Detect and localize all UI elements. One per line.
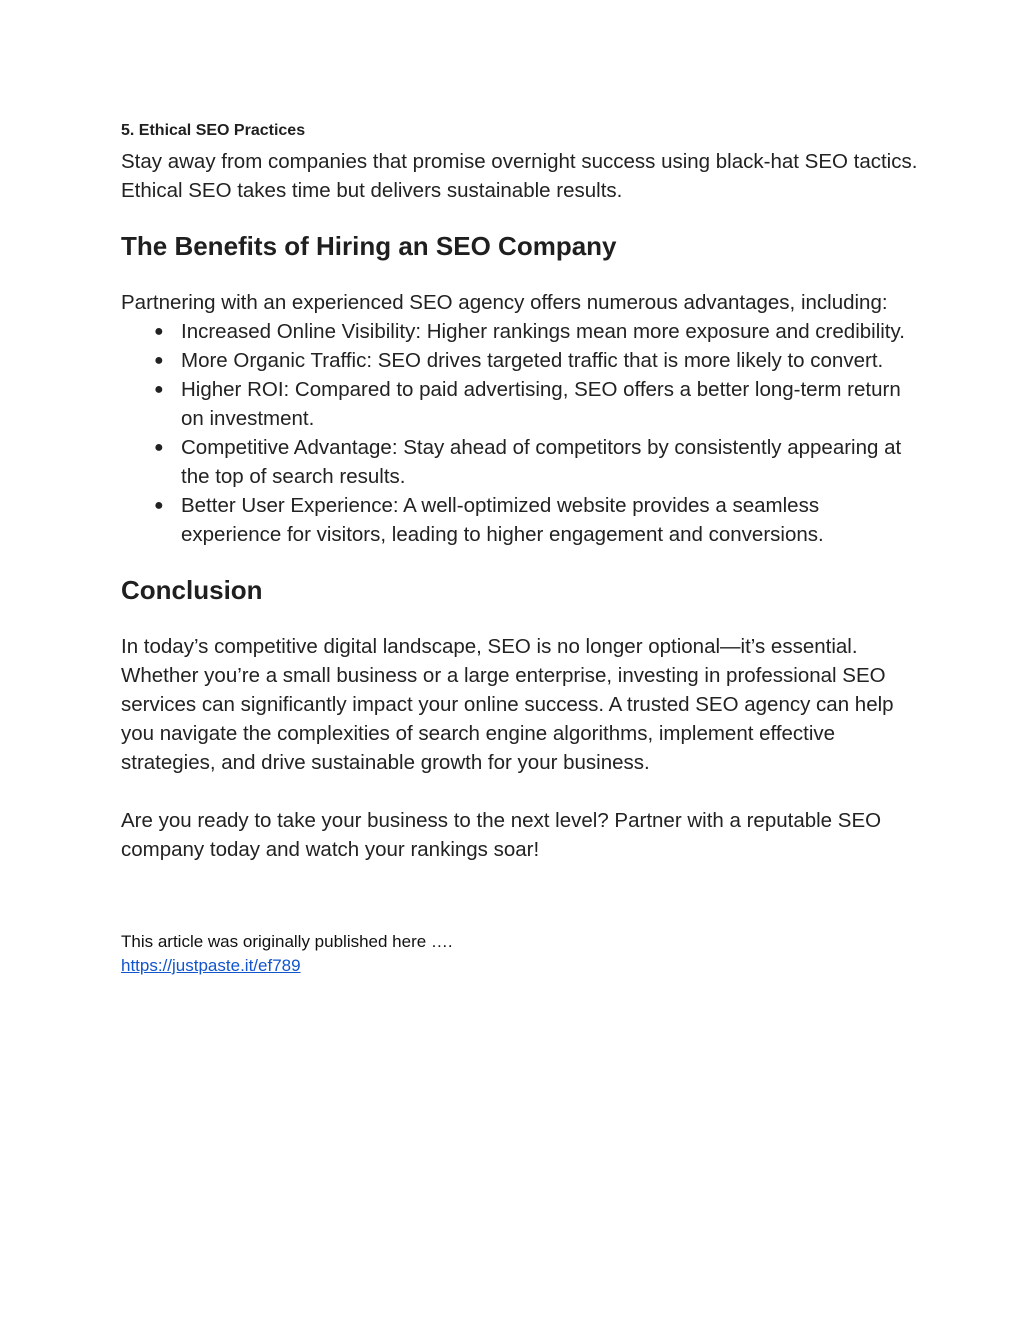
benefits-list [121, 317, 921, 549]
heading-benefits: The Benefits of Hiring an SEO Company [121, 231, 617, 261]
list-item [121, 375, 921, 433]
conclusion-paragraph-2: Are you ready to take your business to the next level? Partner with a reputable SEO company today and watch your rankings soar! [121, 809, 882, 861]
list-item-text: Higher ROI: Compared to paid advertising, SEO offers a better long-term return on investment. [181, 378, 901, 430]
list-item-text: Better User Experience: A well-optimized website provides a seamless experience for visitors, leading to higher engagement and conversions. [181, 494, 824, 546]
list-item [121, 433, 921, 491]
section-paragraph-ethical-seo: Stay away from companies that promise overnight success using black-hat SEO tactics. Ethical SEO takes time but delivers sustainable results. [121, 150, 918, 202]
section-heading-ethical-seo: 5. Ethical SEO Practices [121, 122, 306, 139]
bullet-icon: ● [154, 439, 164, 456]
list-item-text: More Organic Traffic: SEO drives targeted traffic that is more likely to convert. [181, 349, 884, 372]
conclusion-paragraph-1: In today’s competitive digital landscape, SEO is no longer optional—it’s essential. Whether you’re a small business or a large enterprise, investing in professional SEO services can significantly impact your online success. A trusted SEO agency can help you navigate the complexities of search engine algorithms, implement effective strategies, and drive sustainable growth for your business. [121, 635, 894, 774]
bullet-icon: ● [154, 323, 164, 340]
bullet-icon: ● [154, 352, 164, 369]
list-item-text: Competitive Advantage: Stay ahead of competitors by consistently appearing at the top of search results. [181, 436, 902, 488]
bullet-icon: ● [154, 497, 164, 514]
list-item [121, 317, 921, 346]
list-item [121, 491, 921, 549]
list-item-text: Increased Online Visibility: Higher rankings mean more exposure and credibility. [181, 320, 905, 343]
heading-conclusion: Conclusion [121, 575, 263, 605]
list-item [121, 346, 921, 375]
bullet-icon: ● [154, 381, 164, 398]
origin-note: This article was originally published here …. [121, 932, 453, 951]
benefits-intro: Partnering with an experienced SEO agency offers numerous advantages, including: [121, 291, 888, 314]
document-page [121, 120, 921, 978]
source-link[interactable]: https://justpaste.it/ef789 [121, 956, 301, 975]
